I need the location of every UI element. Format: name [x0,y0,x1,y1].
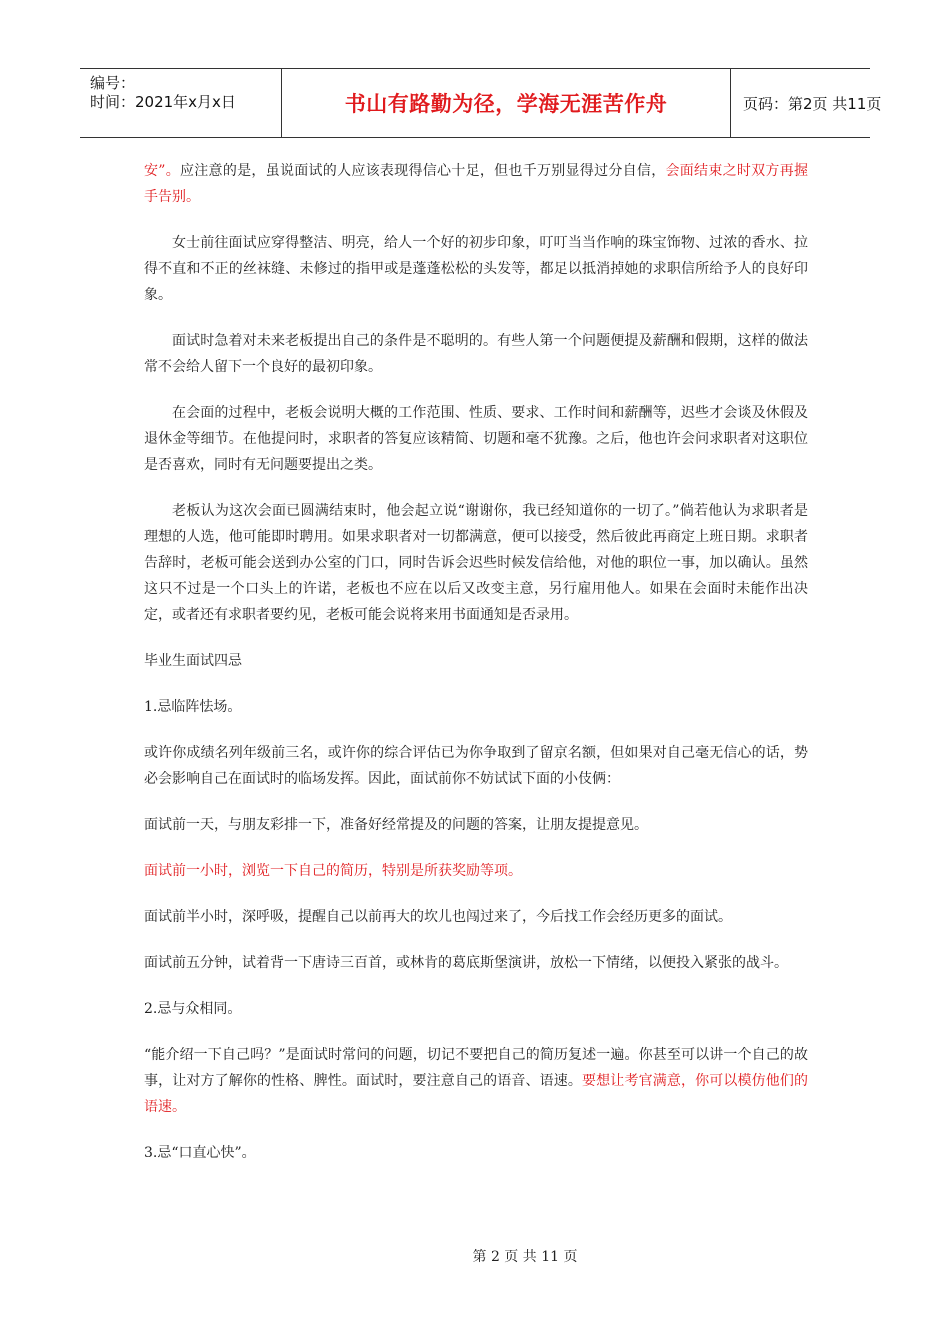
document-header [80,68,882,138]
paragraph-10-highlight: 面试前一小时，浏览一下自己的简历，特别是所获奖励等项。 [144,863,522,879]
paragraph-5: 老板认为这次会面已圆满结束时，他会起立说“谢谢你，我已经知道你的一切了。”倘若他认为求职者是理想的人选，他可能即时聘用。如果求职者对一切都满意，便可以接受，然后彼此再商定上班日期。求职者告辞时，老板可能会送到办公室的门口，同时告诉会迟些时候发信给他，对他的职位一事，加以确认。虽然这只不过是一个口头上的许诺，老板也不应在以后又改变主意，另行雇用他人。如果在会面时未能作出决定，或者还有求职者要约见，老板可能会说将来用书面通知是否录用。 [144,503,808,623]
paragraph-8: 或许你成绩名列年级前三名，或许你的综合评估已为你争取到了留京名额，但如果对自己毫无信心的话，势必会影响自己在面试时的临场发挥。因此，面试前你不妨试试下面的小伎俩： [144,745,808,787]
paragraph-4: 在会面的过程中，老板会说明大概的工作范围、性质、要求、工作时间和薪酬等，迟些才会谈及休假及退休金等细节。在他提问时，求职者的答复应该精简、切题和毫不犹豫。之后，他也许会问求职者对这职位是否喜欢，同时有无问题要提出之类。 [144,405,808,473]
list-heading-3: 3.忌“口直心快”。 [144,1145,256,1161]
document-body [144,158,808,1186]
paragraph-12: 面试前五分钟，试着背一下唐诗三百首，或林肯的葛底斯堡演讲，放松一下情绪，以便投入紧张的战斗。 [144,955,788,971]
paragraph-text: 应注意的是，虽说面试的人应该表现得信心十足，但也千万别显得过分自信， [180,163,666,179]
header-page-cell [731,69,882,137]
red-highlight: 安”。 [144,163,180,179]
paragraph-1 [144,158,808,210]
section-heading: 毕业生面试四忌 [144,653,242,669]
paragraph-9: 面试前一天，与朋友彩排一下，准备好经常提及的问题的答案，让朋友提提意见。 [144,817,648,833]
document-time-label: 时间：2021年x月x日 [90,93,236,111]
page-footer: 第 2 页 共 11 页 [472,1249,578,1265]
paragraph-2: 女士前往面试应穿得整洁、明亮，给人一个好的初步印象，叮叮当当作响的珠宝饰物、过浓的香水、拉得不直和不正的丝袜缝、未修过的指甲或是蓬蓬松松的头发等，都足以抵消掉她的求职信所给予人的良好印象。 [144,235,808,303]
header-page-info: 页码：第2页 共11页 [743,94,882,113]
paragraph-3: 面试时急着对未来老板提出自己的条件是不聪明的。有些人第一个问题便提及薪酬和假期，这样的做法常不会给人留下一个良好的最初印象。 [144,333,808,375]
paragraph-14 [144,1042,808,1120]
paragraph-11: 面试前半小时，深呼吸，提醒自己以前再大的坎儿也闯过来了，今后找工作会经历更多的面试。 [144,909,732,925]
list-heading-1: 1.忌临阵怯场。 [144,699,242,715]
header-motto: 书山有路勤为径，学海无涯苦作舟 [344,92,668,116]
red-highlight: 要想让考官满意，你可以模仿他们的语速。 [144,1073,809,1115]
list-heading-2: 2.忌与众相同。 [144,1001,242,1017]
red-highlight: 会面结束之时双方再握手告别。 [144,163,808,205]
paragraph-text: “能介绍一下自己吗？”是面试时常问的问题，切记不要把自己的简历复述一遍。你甚至可以讲一个自己的故事，让对方了解你的性格、脾性。面试时，要注意自己的语音、语速。 [144,1047,808,1089]
document-code-label: 编号： [90,74,136,92]
header-meta-cell [80,69,282,137]
header-motto-cell [282,69,731,137]
